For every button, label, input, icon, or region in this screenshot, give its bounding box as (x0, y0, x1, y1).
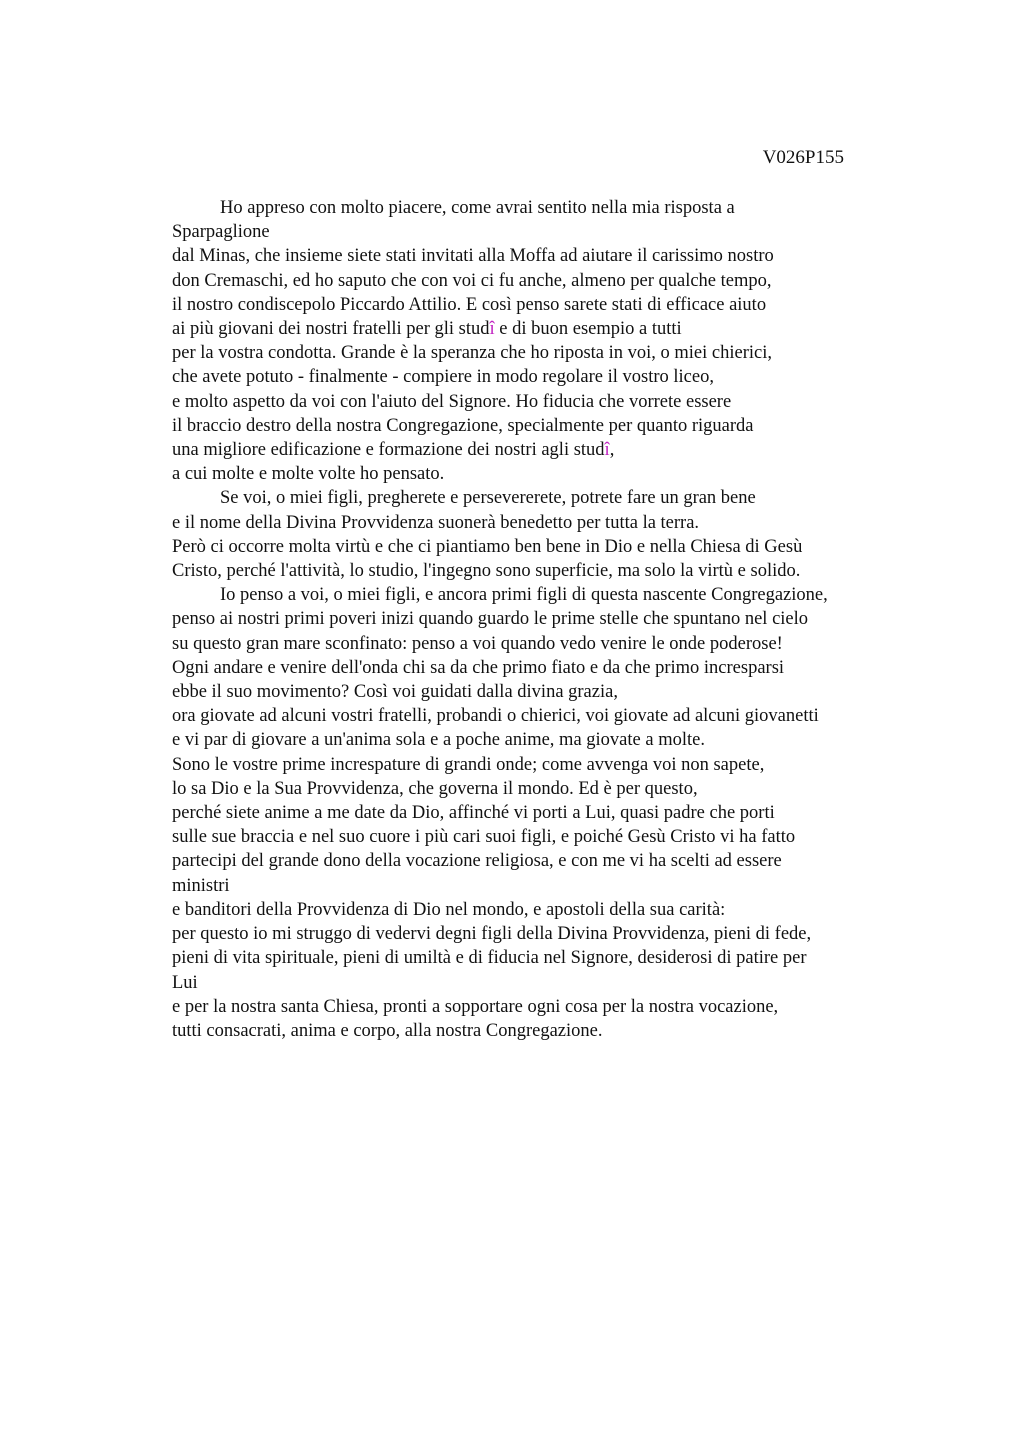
text-line: Sparpaglione (172, 222, 270, 243)
text-segment: ai più giovani dei nostri fratelli per gli stud (172, 319, 490, 340)
text-line: ministri (172, 875, 230, 896)
accented-char: î (489, 319, 495, 340)
text-line: partecipi del grande dono della vocazione religiosa, e con me vi ha scelti ad essere (172, 851, 782, 872)
text-line: Però ci occorre molta virtù e che ci piantiamo ben bene in Dio e nella Chiesa di Gesù (172, 536, 803, 557)
text-line: per questo io mi struggo di vedervi degni figli della Divina Provvidenza, pieni di fede, (172, 924, 812, 945)
text-line: dal Minas, che insieme siete stati invitati alla Moffa ad aiutare il carissimo nostro (172, 246, 774, 267)
text-line: Lui (172, 972, 198, 993)
text-line: ebbe il suo movimento? Così voi guidati dalla divina grazia, (172, 682, 618, 703)
text-line: ora giovate ad alcuni vostri fratelli, probandi o chierici, voi giovate ad alcuni giovanetti (172, 706, 819, 727)
page-code: V026P155 (762, 147, 844, 168)
text-line: e per la nostra santa Chiesa, pronti a sopportare ogni cosa per la nostra vocazione, (172, 996, 779, 1017)
accented-char: î (604, 440, 610, 461)
text-segment: una migliore edificazione e formazione dei nostri agli stud (172, 440, 605, 461)
text-segment: , (609, 440, 615, 461)
text-line: sulle sue braccia e nel suo cuore i più cari suoi figli, e poiché Gesù Cristo vi ha fatto (172, 827, 796, 848)
text-line: pieni di vita spirituale, pieni di umiltà e di fiducia nel Signore, desiderosi di patire per (172, 948, 807, 969)
text-line: Io penso a voi, o miei figli, e ancora primi figli di questa nascente Congregazione, (220, 585, 828, 606)
text-line: perché siete anime a me date da Dio, affinché vi porti a Lui, quasi padre che porti (172, 803, 775, 824)
text-line: Sono le vostre prime increspature di grandi onde; come avvenga voi non sapete, (172, 754, 765, 775)
text-line: che avete potuto - finalmente - compiere in modo regolare il vostro liceo, (172, 367, 714, 388)
text-line: tutti consacrati, anima e corpo, alla nostra Congregazione. (172, 1020, 603, 1041)
text-line: e vi par di giovare a un'anima sola e a poche anime, ma giovate a molte. (172, 730, 705, 751)
text-line: Ogni andare e venire dell'onda chi sa da che primo fiato e da che primo incresparsi (172, 657, 785, 678)
text-line: su questo gran mare sconfinato: penso a voi quando vedo venire le onde poderose! (172, 633, 783, 654)
text-line: il nostro condiscepolo Piccardo Attilio. E così penso sarete stati di efficace aiuto (172, 294, 767, 315)
text-line: Ho appreso con molto piacere, come avrai sentito nella mia risposta a (220, 198, 735, 218)
text-line: e banditori della Provvidenza di Dio nel mondo, e apostoli della sua carità: (172, 899, 726, 920)
text-line: a cui molte e molte volte ho pensato. (172, 464, 445, 485)
text-line: e molto aspetto da voi con l'aiuto del Signore. Ho fiducia che vorrete essere (172, 391, 732, 412)
text-line: Se voi, o miei figli, pregherete e persevererete, potrete fare un gran bene (220, 488, 756, 509)
text-line: il braccio destro della nostra Congregazione, specialmente per quanto riguarda (172, 415, 754, 436)
text-line (172, 317, 902, 341)
text-line: don Cremaschi, ed ho saputo che con voi ci fu anche, almeno per qualche tempo, (172, 270, 772, 291)
text-line: e il nome della Divina Provvidenza suonerà benedetto per tutta la terra. (172, 512, 700, 533)
letter-body (172, 196, 902, 1043)
text-line (172, 438, 902, 462)
text-line: per la vostra condotta. Grande è la speranza che ho riposta in voi, o miei chierici, (172, 343, 772, 364)
text-line: penso ai nostri primi poveri inizi quando guardo le prime stelle che spuntano nel cielo (172, 609, 809, 630)
text-line: Cristo, perché l'attività, lo studio, l'ingegno sono superficie, ma solo la virtù e solido. (172, 561, 801, 582)
text-segment: e di buon esempio a tutti (494, 319, 682, 340)
text-line: lo sa Dio e la Sua Provvidenza, che governa il mondo. Ed è per questo, (172, 778, 698, 799)
